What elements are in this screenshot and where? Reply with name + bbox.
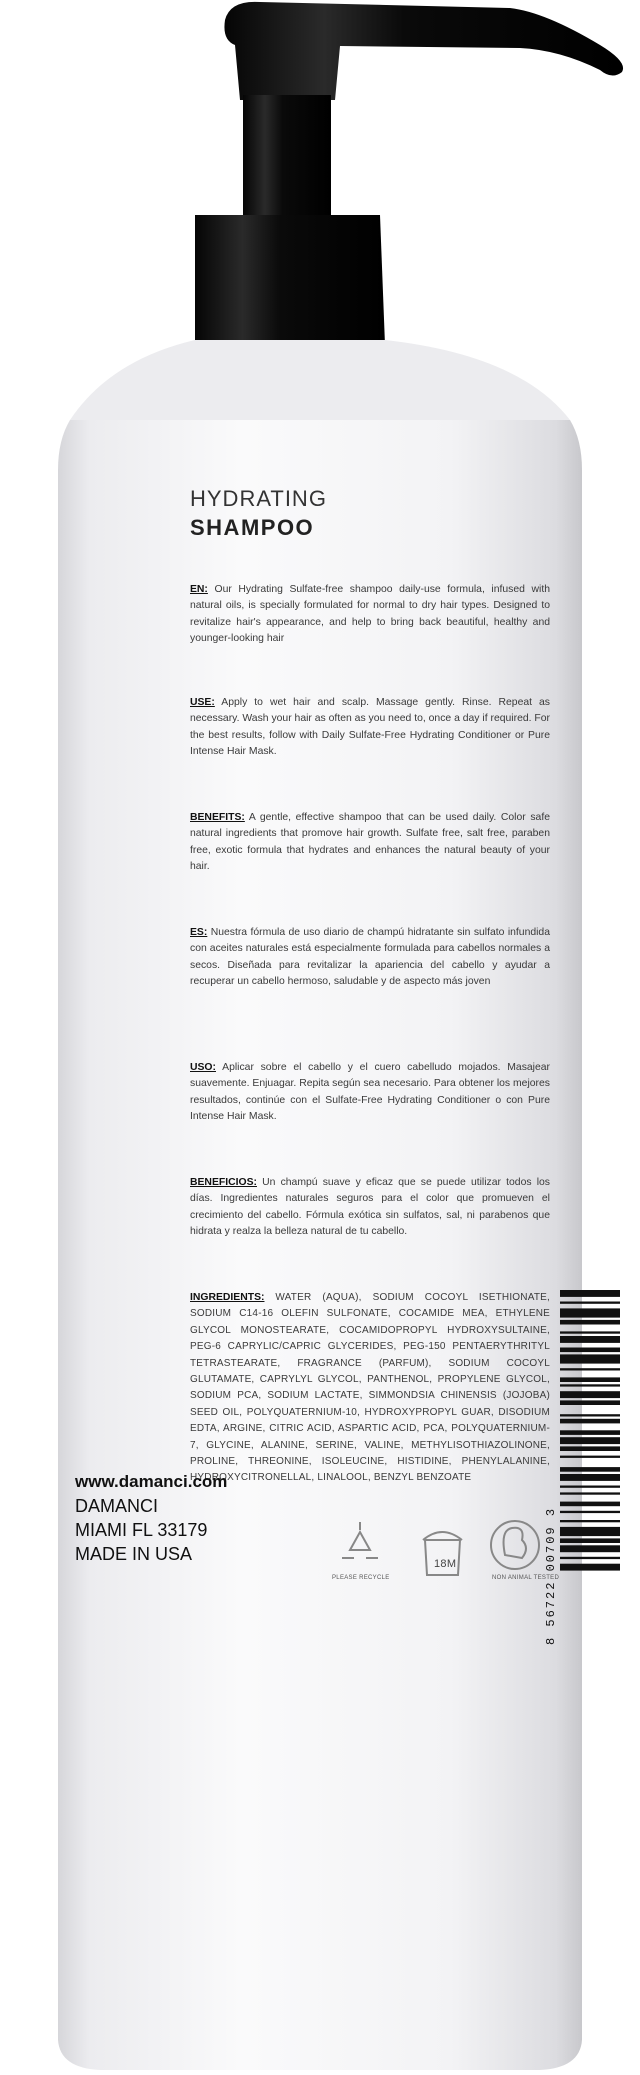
barcode-bar	[560, 1348, 620, 1353]
usage-en	[190, 695, 550, 761]
barcode-bar	[560, 1446, 620, 1451]
uso-label: USO:	[190, 1062, 216, 1073]
cruelty-free-caption: NON ANIMAL TESTED	[492, 1575, 560, 1581]
barcode-bar	[560, 1391, 620, 1398]
barcode-bar	[560, 1419, 620, 1424]
usage-es	[190, 1060, 550, 1126]
pump-head	[224, 2, 623, 100]
barcode-bar	[560, 1474, 620, 1481]
product-name-line1: HYDRATING	[190, 486, 327, 511]
barcode-bar	[560, 1320, 620, 1325]
benefits-text: A gentle, effective shampoo that can be used daily. Color safe natural ingredients that promove hair growth. Sulfate free, salt free, paraben free, exotic formula that hydrates and enhances the natural beauty of your hair.	[190, 812, 550, 873]
barcode-bar	[560, 1336, 620, 1343]
packaging-symbols	[330, 1500, 560, 1590]
manufacturer-info	[75, 1470, 227, 1566]
use-label: USE:	[190, 697, 215, 708]
barcode-bar	[560, 1384, 620, 1386]
barcode-bar	[560, 1377, 620, 1382]
pump-collar	[195, 215, 385, 353]
pao-label: 18M	[434, 1558, 457, 1570]
barcode-bar	[560, 1527, 620, 1536]
brand-name: DAMANCI	[75, 1496, 159, 1516]
en-label: EN:	[190, 584, 208, 595]
barcode-bar	[560, 1437, 620, 1444]
description-es	[190, 925, 550, 991]
es-label: ES:	[190, 927, 208, 938]
barcode-bar	[560, 1467, 620, 1472]
product-name-line2: SHAMPOO	[190, 515, 315, 540]
barcode-bar	[560, 1302, 620, 1304]
bottle-body	[58, 420, 582, 2070]
uso-text: Aplicar sobre el cabello y el cuero cabelludo mojados. Masajear suavemente. Enjuagar. Repita según sea necesario. Para obtener los mejores resultados, continúe con el Sulfate-Free Hydrating Conditioner o con Pure Intense Hair Mask.	[190, 1062, 550, 1123]
barcode-bar	[560, 1430, 620, 1435]
barcode-bar	[560, 1492, 620, 1494]
use-text: Apply to wet hair and scalp. Massage gently. Rinse. Repeat as necessary. Wash your hair as often as you need to, once a day if required. For the best results, follow with Daily Sulfate-Free Hydrating Conditioner or Pure Intense Hair Mask.	[190, 697, 550, 758]
description-en	[190, 582, 550, 648]
barcode-bar	[560, 1564, 620, 1571]
benefits-es	[190, 1175, 550, 1241]
barcode-bar	[560, 1354, 620, 1363]
ingredients-text: WATER (AQUA), SODIUM COCOYL ISETHIONATE, SODIUM C14-16 OLEFIN SULFONATE, COCAMIDE MEA, ETHYLENE GLYCOL MONOSTEARATE, COCAMIDOPROPYL HYDROXYSULTAINE, PEG-6 CAPRYLIC/CAPRIC GLYCERIDES, PEG-150 PENTAERYTHRITYL TETRASTEARATE, FRAGRANCE (PARFUM), SODIUM COCOYL GLUTAMATE, CAPRYLYL GLYCOL, PANTHENOL, PROPYLENE GLYCOL, SODIUM PCA, SODIUM LACTATE, SIMMONDSIA CHINENSIS (JOJOBA) SEED OIL, POLYQUATERNIUM-10, HYDROXYPROPYL GUAR, DISODIUM EDTA, ARGINE, CITRIC ACID, ASPARTIC ACID, PCA, POLYQUATERNIUM-7, GLYCINE, ALANINE, SERINE, VALINE, METHYLISOTHIAZOLINONE, PROLINE, THREONINE, ISOLEUCINE, HISTIDINE, PHENYLALANINE, HYDROXYCITRONELLAL, LINALOOL, BENZYL BENZOATE	[190, 1292, 550, 1484]
barcode-bar	[560, 1545, 620, 1552]
barcode-bar	[560, 1400, 620, 1405]
barcode-bar	[560, 1557, 620, 1559]
bottle-shoulder	[70, 340, 570, 420]
barcode-bar	[560, 1502, 620, 1507]
barcode-bar	[560, 1290, 620, 1297]
recycle-icon	[342, 1522, 378, 1558]
barcode-bar	[560, 1414, 620, 1416]
barcode-bar	[560, 1368, 620, 1370]
barcode-bar	[560, 1520, 620, 1522]
barcode-bar	[560, 1456, 620, 1458]
ingredients-label: INGREDIENTS:	[190, 1292, 265, 1303]
barcode-bar	[560, 1538, 620, 1543]
website: www.damanci.com	[75, 1472, 228, 1491]
beneficios-label: BENEFICIOS:	[190, 1177, 257, 1188]
origin: MADE IN USA	[75, 1544, 193, 1564]
barcode-bar	[560, 1511, 620, 1513]
benefits-en	[190, 810, 550, 876]
barcode-bar	[560, 1331, 620, 1333]
benefits-label: BENEFITS:	[190, 812, 245, 823]
recycle-caption: PLEASE RECYCLE	[332, 1575, 390, 1581]
barcode-bar	[560, 1308, 620, 1317]
barcode	[560, 1290, 620, 1650]
ingredients	[190, 1290, 550, 1487]
es-text: Nuestra fórmula de uso diario de champú hidratante sin sulfato infundida con aceites naturales está especialmente formulada para cabellos normales a secos. Diseñada para revitalizar la apariencia del cabello y ayudar a recuperar un cabello hermoso, saludable y de aspecto más joven	[190, 927, 550, 988]
pump-stem	[243, 95, 331, 215]
city-address: MIAMI FL 33179	[75, 1520, 208, 1540]
bunny-icon	[491, 1521, 539, 1569]
beneficios-text: Un champú suave y eficaz que se puede utilizar todos los días. Ingredientes naturales seguros para el color que promueven el crecimiento del cabello. Fórmula exótica sin sulfatos, sal, ni parabenos que hidrata y realza la belleza natural de tu cabello.	[190, 1177, 550, 1238]
en-text: Our Hydrating Sulfate-free shampoo daily-use formula, infused with natural oils, is specially formulated for normal to dry hair types. Designed to revitalize hair's appearance, and help to bring back beautiful, healthy and younger-looking hair	[190, 584, 550, 645]
barcode-digits: 8 56722 00709 3	[544, 1506, 558, 1645]
barcode-bar	[560, 1486, 620, 1488]
